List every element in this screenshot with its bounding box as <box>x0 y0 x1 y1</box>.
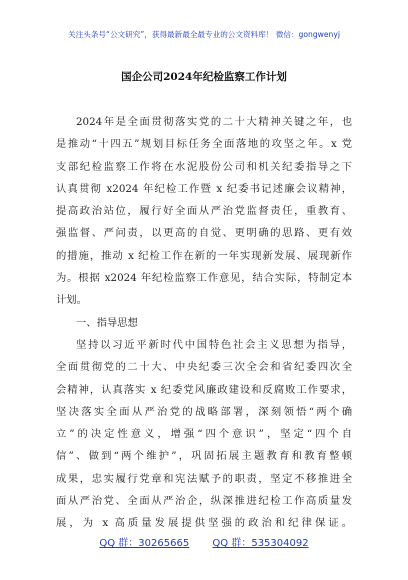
body-line: 立”的决定性意义，增强“四个意识”，坚定“四个自 <box>56 428 352 441</box>
body-line: 全面贯彻党的二十大、中央纪委三次全会和省纪委四次全 <box>56 361 352 374</box>
section-heading: 一、指导思想 <box>76 316 138 329</box>
body-line: 强监督、严问责，以更高的自觉、更明确的思路、更有效 <box>56 227 352 240</box>
body-line: 计划。 <box>56 294 87 307</box>
header-notice: 关注头条号“公文研究”，获得最新最全最专业的公文资料库！ 微信：gongwenyj <box>68 30 340 39</box>
footer-contacts <box>0 534 408 549</box>
qq-group-1-link[interactable]: QQ 群：30265665 <box>99 538 190 549</box>
body-line: 认真贯彻 x2024 年纪检工作暨 x 纪委书记述廉会议精神， <box>56 182 352 195</box>
body-line: 支部纪检监察工作将在水泥股份公司和机关纪委指导之下 <box>56 160 352 173</box>
body-line: 坚持以习近平新时代中国特色社会主义思想为指导， <box>76 338 352 351</box>
document-body <box>56 111 352 535</box>
body-line: 的措施，推动 x 纪检工作在新的一年实现新发展、展现新作 <box>56 249 352 262</box>
body-line: 是推动“十四五”规划目标任务全面落地的攻坚之年。x 党 <box>56 138 352 151</box>
body-line: 信”、做到“两个维护”，巩固拓展主题教育和教育整顿 <box>56 450 352 463</box>
document-title: 国企公司2024年纪检监察工作计划 <box>121 71 287 83</box>
body-line: 2024年是全面贯彻落实党的二十大精神关键之年，也 <box>76 116 352 128</box>
body-line: 为。根据 x2024 年纪检监察工作意见，结合实际，特制定本 <box>56 272 352 285</box>
body-line: 展，为 x 高质量发展提供坚强的政治和纪律保证。 <box>56 517 352 530</box>
body-line: 坚决落实全面从严治党的战略部署，深刻领悟“两个确 <box>56 405 352 418</box>
body-line: 面从严治党、全面从严治企，纵深推进纪检工作高质量发 <box>56 495 352 508</box>
body-line: 会精神，认真落实 x 纪委党风廉政建设和反腐败工作要求， <box>56 383 352 396</box>
body-line: 提高政治站位，履行好全面从严治党监督责任，重教育、 <box>56 205 352 218</box>
qq-group-2-link[interactable]: QQ 群：535304092 <box>212 538 309 549</box>
body-line: 成果，忠实履行党章和宪法赋予的职责，坚定不移推进全 <box>56 472 352 485</box>
